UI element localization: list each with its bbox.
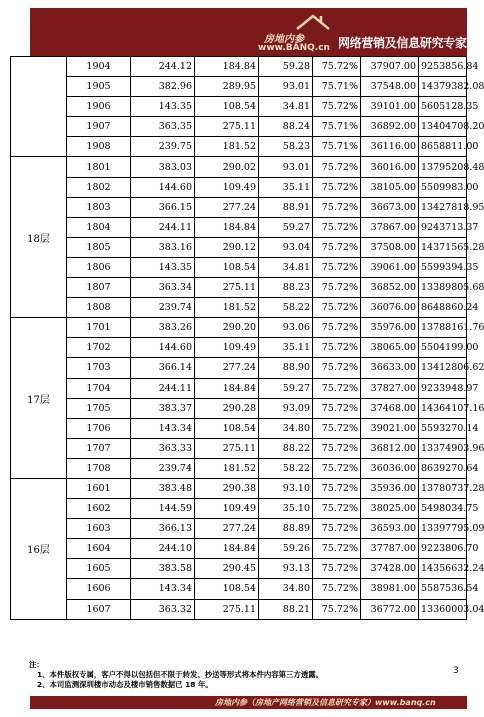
table-cell: 37827.00 bbox=[361, 378, 419, 398]
room-number-cell: 1907 bbox=[67, 117, 131, 137]
room-number-cell: 1707 bbox=[67, 438, 131, 458]
footer-bar bbox=[30, 696, 467, 709]
table-cell: 13412806.62 bbox=[419, 358, 467, 378]
table-cell: 75.72% bbox=[313, 358, 361, 378]
table-cell: 37548.00 bbox=[361, 77, 419, 97]
room-number-cell: 1605 bbox=[67, 559, 131, 579]
table-cell: 290.02 bbox=[195, 157, 259, 177]
table-cell: 143.34 bbox=[131, 418, 195, 438]
table-row bbox=[11, 499, 467, 519]
table-cell: 290.20 bbox=[195, 318, 259, 338]
table-cell: 290.12 bbox=[195, 237, 259, 257]
table-cell: 88.22 bbox=[259, 438, 313, 458]
table-cell: 290.45 bbox=[195, 559, 259, 579]
table-cell: 181.52 bbox=[195, 458, 259, 478]
table-row bbox=[11, 298, 467, 318]
table-cell: 35936.00 bbox=[361, 478, 419, 498]
table-cell: 239.75 bbox=[131, 137, 195, 157]
table-cell: 239.74 bbox=[131, 298, 195, 318]
logo-text: 房地内参 bbox=[264, 34, 304, 45]
table-row bbox=[11, 378, 467, 398]
floor-label: 17层 bbox=[11, 318, 67, 479]
room-number-cell: 1706 bbox=[67, 418, 131, 438]
table-cell: 36892.00 bbox=[361, 117, 419, 137]
table-cell: 75.72% bbox=[313, 197, 361, 217]
table-cell: 75.72% bbox=[313, 478, 361, 498]
table-cell: 184.84 bbox=[195, 378, 259, 398]
room-number-cell: 1802 bbox=[67, 177, 131, 197]
table-cell: 58.23 bbox=[259, 137, 313, 157]
table-cell: 14356632.24 bbox=[419, 559, 467, 579]
table-cell: 143.35 bbox=[131, 97, 195, 117]
table-cell: 58.22 bbox=[259, 458, 313, 478]
table-cell: 290.38 bbox=[195, 478, 259, 498]
table-cell: 36016.00 bbox=[361, 157, 419, 177]
table-cell: 363.34 bbox=[131, 278, 195, 298]
table-cell: 9223806.70 bbox=[419, 539, 467, 559]
table-cell: 290.28 bbox=[195, 398, 259, 418]
table-cell: 75.72% bbox=[313, 278, 361, 298]
table-cell: 275.11 bbox=[195, 117, 259, 137]
table-cell: 75.72% bbox=[313, 398, 361, 418]
table-cell: 88.23 bbox=[259, 278, 313, 298]
room-number-cell: 1603 bbox=[67, 519, 131, 539]
table-cell: 184.84 bbox=[195, 539, 259, 559]
table-cell: 88.91 bbox=[259, 197, 313, 217]
table-row bbox=[11, 117, 467, 137]
table-cell: 75.72% bbox=[313, 438, 361, 458]
table-cell: 382.96 bbox=[131, 77, 195, 97]
room-number-cell: 1606 bbox=[67, 579, 131, 599]
room-number-cell: 1806 bbox=[67, 257, 131, 277]
notes-item-1: 1、本件版权专属，客户不得以包括但不限于转发、抄送等形式将本件内容第三方透露。 bbox=[37, 670, 323, 679]
table-cell: 34.80 bbox=[259, 418, 313, 438]
table-cell: 59.27 bbox=[259, 378, 313, 398]
table-cell: 75.72% bbox=[313, 559, 361, 579]
table-cell: 36633.00 bbox=[361, 358, 419, 378]
table-cell: 5509983.00 bbox=[419, 177, 467, 197]
floor-label bbox=[11, 57, 67, 157]
table-cell: 143.35 bbox=[131, 257, 195, 277]
table-cell: 59.28 bbox=[259, 57, 313, 77]
room-number-cell: 1804 bbox=[67, 217, 131, 237]
table-row bbox=[11, 77, 467, 97]
table-cell: 13788161.76 bbox=[419, 318, 467, 338]
room-number-cell: 1908 bbox=[67, 137, 131, 157]
room-number-cell: 1805 bbox=[67, 237, 131, 257]
table-cell: 366.15 bbox=[131, 197, 195, 217]
table-cell: 383.58 bbox=[131, 559, 195, 579]
room-number-cell: 1801 bbox=[67, 157, 131, 177]
table-cell: 75.72% bbox=[313, 157, 361, 177]
house-roof-icon bbox=[296, 13, 330, 31]
table-cell: 75.72% bbox=[313, 519, 361, 539]
table-cell: 13780737.28 bbox=[419, 478, 467, 498]
table-row bbox=[11, 338, 467, 358]
table-cell: 75.71% bbox=[313, 77, 361, 97]
table-cell: 36036.00 bbox=[361, 458, 419, 478]
table-cell: 93.01 bbox=[259, 77, 313, 97]
table-cell: 38105.00 bbox=[361, 177, 419, 197]
table-row bbox=[11, 278, 467, 298]
table-cell: 9243713.37 bbox=[419, 217, 467, 237]
table-cell: 14379382.08 bbox=[419, 77, 467, 97]
table-cell: 93.09 bbox=[259, 398, 313, 418]
table-cell: 38025.00 bbox=[361, 499, 419, 519]
table-cell: 14364107.16 bbox=[419, 398, 467, 418]
table-cell: 93.13 bbox=[259, 559, 313, 579]
table-cell: 275.11 bbox=[195, 438, 259, 458]
table-cell: 144.60 bbox=[131, 177, 195, 197]
table-cell: 275.11 bbox=[195, 278, 259, 298]
table-cell: 34.80 bbox=[259, 579, 313, 599]
table-cell: 13397795.09 bbox=[419, 519, 467, 539]
table-row bbox=[11, 539, 467, 559]
notes-item-2: 2、本司监测深圳楼市动态及楼市销售数据已 18 年。 bbox=[37, 680, 213, 689]
room-number-cell: 1807 bbox=[67, 278, 131, 298]
table-cell: 13404708.20 bbox=[419, 117, 467, 137]
table-cell: 75.72% bbox=[313, 599, 361, 619]
table-cell: 144.60 bbox=[131, 338, 195, 358]
table-cell: 75.72% bbox=[313, 97, 361, 117]
room-number-cell: 1704 bbox=[67, 378, 131, 398]
table-cell: 13374903.96 bbox=[419, 438, 467, 458]
table-cell: 244.11 bbox=[131, 378, 195, 398]
table-row bbox=[11, 97, 467, 117]
table-cell: 383.37 bbox=[131, 398, 195, 418]
table-cell: 59.27 bbox=[259, 217, 313, 237]
table-cell: 363.32 bbox=[131, 599, 195, 619]
table-row bbox=[11, 137, 467, 157]
table-cell: 277.24 bbox=[195, 358, 259, 378]
table-row bbox=[11, 418, 467, 438]
table-cell: 36673.00 bbox=[361, 197, 419, 217]
table-cell: 39061.00 bbox=[361, 257, 419, 277]
table-cell: 35976.00 bbox=[361, 318, 419, 338]
room-number-cell: 1708 bbox=[67, 458, 131, 478]
table-row bbox=[11, 519, 467, 539]
table-cell: 181.52 bbox=[195, 298, 259, 318]
table-row bbox=[11, 257, 467, 277]
table-cell: 13389805.68 bbox=[419, 278, 467, 298]
table-row bbox=[11, 559, 467, 579]
table-cell: 75.72% bbox=[313, 57, 361, 77]
table-cell: 5599394.35 bbox=[419, 257, 467, 277]
table-row bbox=[11, 438, 467, 458]
table-cell: 36852.00 bbox=[361, 278, 419, 298]
header-banner bbox=[30, 8, 467, 56]
logo-url: www.BANQ.cn bbox=[258, 43, 330, 53]
table-cell: 75.71% bbox=[313, 117, 361, 137]
table-cell: 93.10 bbox=[259, 478, 313, 498]
room-number-cell: 1702 bbox=[67, 338, 131, 358]
table-cell: 75.72% bbox=[313, 579, 361, 599]
table-row bbox=[11, 478, 467, 498]
room-number-cell: 1602 bbox=[67, 499, 131, 519]
table-cell: 383.03 bbox=[131, 157, 195, 177]
table-cell: 88.89 bbox=[259, 519, 313, 539]
table-cell: 93.06 bbox=[259, 318, 313, 338]
table-row bbox=[11, 358, 467, 378]
table-cell: 5587536.54 bbox=[419, 579, 467, 599]
table-cell: 239.74 bbox=[131, 458, 195, 478]
table-cell: 108.54 bbox=[195, 418, 259, 438]
table-cell: 93.01 bbox=[259, 157, 313, 177]
table-cell: 143.34 bbox=[131, 579, 195, 599]
table-cell: 275.11 bbox=[195, 599, 259, 619]
table-cell: 88.90 bbox=[259, 358, 313, 378]
table-cell: 9253856.84 bbox=[419, 57, 467, 77]
page-number: 3 bbox=[453, 666, 459, 676]
table-cell: 75.72% bbox=[313, 217, 361, 237]
table-cell: 366.13 bbox=[131, 519, 195, 539]
room-number-cell: 1607 bbox=[67, 599, 131, 619]
notes-title: 注： bbox=[29, 660, 44, 669]
logo bbox=[258, 13, 338, 55]
table-row bbox=[11, 57, 467, 77]
table-cell: 58.22 bbox=[259, 298, 313, 318]
table-row bbox=[11, 157, 467, 177]
floor-label: 18层 bbox=[11, 157, 67, 318]
table-cell: 383.48 bbox=[131, 478, 195, 498]
table-cell: 75.72% bbox=[313, 539, 361, 559]
table-cell: 383.16 bbox=[131, 237, 195, 257]
table-cell: 8658811.00 bbox=[419, 137, 467, 157]
table-cell: 38065.00 bbox=[361, 338, 419, 358]
table-cell: 75.72% bbox=[313, 298, 361, 318]
table-cell: 36076.00 bbox=[361, 298, 419, 318]
table-cell: 108.54 bbox=[195, 97, 259, 117]
table-cell: 108.54 bbox=[195, 257, 259, 277]
table-row bbox=[11, 458, 467, 478]
table-cell: 37508.00 bbox=[361, 237, 419, 257]
table-cell: 75.72% bbox=[313, 378, 361, 398]
table-cell: 366.14 bbox=[131, 358, 195, 378]
table-cell: 37787.00 bbox=[361, 539, 419, 559]
unit-price-table bbox=[10, 56, 484, 620]
table-row bbox=[11, 237, 467, 257]
table-cell: 75.72% bbox=[313, 418, 361, 438]
table-cell: 109.49 bbox=[195, 338, 259, 358]
table-cell: 37428.00 bbox=[361, 559, 419, 579]
table-row bbox=[11, 197, 467, 217]
table-cell: 38981.00 bbox=[361, 579, 419, 599]
table-cell: 8648860.24 bbox=[419, 298, 467, 318]
table-cell: 93.04 bbox=[259, 237, 313, 257]
room-number-cell: 1703 bbox=[67, 358, 131, 378]
table-cell: 13795208.48 bbox=[419, 157, 467, 177]
table-cell: 34.81 bbox=[259, 97, 313, 117]
table-cell: 37907.00 bbox=[361, 57, 419, 77]
room-number-cell: 1803 bbox=[67, 197, 131, 217]
table-cell: 75.72% bbox=[313, 499, 361, 519]
table-row bbox=[11, 177, 467, 197]
table-cell: 108.54 bbox=[195, 579, 259, 599]
room-number-cell: 1601 bbox=[67, 478, 131, 498]
table-cell: 144.59 bbox=[131, 499, 195, 519]
table-cell: 5504199.00 bbox=[419, 338, 467, 358]
table-cell: 39101.00 bbox=[361, 97, 419, 117]
table-cell: 37867.00 bbox=[361, 217, 419, 237]
table-cell: 13360003.04 bbox=[419, 599, 467, 619]
table-cell: 35.11 bbox=[259, 177, 313, 197]
room-number-cell: 1604 bbox=[67, 539, 131, 559]
table-cell: 289.95 bbox=[195, 77, 259, 97]
table-cell: 35.11 bbox=[259, 338, 313, 358]
header-slogan: 网络营销及信息研究专家 bbox=[338, 36, 467, 50]
table-cell: 34.81 bbox=[259, 257, 313, 277]
table-cell: 75.72% bbox=[313, 177, 361, 197]
table-cell: 36772.00 bbox=[361, 599, 419, 619]
table-cell: 35.10 bbox=[259, 499, 313, 519]
table-cell: 363.33 bbox=[131, 438, 195, 458]
table-cell: 277.24 bbox=[195, 519, 259, 539]
table-row bbox=[11, 217, 467, 237]
table-cell: 277.24 bbox=[195, 197, 259, 217]
table-cell: 184.84 bbox=[195, 217, 259, 237]
table-cell: 181.52 bbox=[195, 137, 259, 157]
room-number-cell: 1905 bbox=[67, 77, 131, 97]
table-cell: 88.21 bbox=[259, 599, 313, 619]
table-row bbox=[11, 579, 467, 599]
table-cell: 5498034.75 bbox=[419, 499, 467, 519]
table-cell: 9233948.97 bbox=[419, 378, 467, 398]
table-cell: 37468.00 bbox=[361, 398, 419, 418]
room-number-cell: 1701 bbox=[67, 318, 131, 338]
table-cell: 75.72% bbox=[313, 338, 361, 358]
table-cell: 13427818.95 bbox=[419, 197, 467, 217]
table-cell: 383.26 bbox=[131, 318, 195, 338]
table-cell: 184.84 bbox=[195, 57, 259, 77]
table-cell: 75.72% bbox=[313, 458, 361, 478]
table-row bbox=[11, 398, 467, 418]
table-cell: 363.35 bbox=[131, 117, 195, 137]
floor-label: 16层 bbox=[11, 478, 67, 619]
room-number-cell: 1906 bbox=[67, 97, 131, 117]
table-cell: 36593.00 bbox=[361, 519, 419, 539]
table-row bbox=[11, 318, 467, 338]
table-cell: 244.10 bbox=[131, 539, 195, 559]
table-cell: 8639270.64 bbox=[419, 458, 467, 478]
table-row bbox=[11, 599, 467, 619]
room-number-cell: 1808 bbox=[67, 298, 131, 318]
table-cell: 244.12 bbox=[131, 57, 195, 77]
room-number-cell: 1705 bbox=[67, 398, 131, 418]
table-cell: 244.11 bbox=[131, 217, 195, 237]
room-number-cell: 1904 bbox=[67, 57, 131, 77]
table-cell: 5593270.14 bbox=[419, 418, 467, 438]
table-cell: 75.71% bbox=[313, 137, 361, 157]
table-cell: 88.24 bbox=[259, 117, 313, 137]
table-cell: 59.26 bbox=[259, 539, 313, 559]
table-cell: 109.49 bbox=[195, 177, 259, 197]
table-cell: 14371565.28 bbox=[419, 237, 467, 257]
table-cell: 75.72% bbox=[313, 257, 361, 277]
footer-text: 房地内参（房地产网络营销及信息研究专家）www.banq.cn bbox=[215, 698, 436, 707]
table-cell: 75.72% bbox=[313, 237, 361, 257]
notes bbox=[29, 660, 439, 690]
table-cell: 36812.00 bbox=[361, 438, 419, 458]
table-cell: 5605128.35 bbox=[419, 97, 467, 117]
table-cell: 109.49 bbox=[195, 499, 259, 519]
table-cell: 75.72% bbox=[313, 318, 361, 338]
table-cell: 36116.00 bbox=[361, 137, 419, 157]
table-cell: 39021.00 bbox=[361, 418, 419, 438]
